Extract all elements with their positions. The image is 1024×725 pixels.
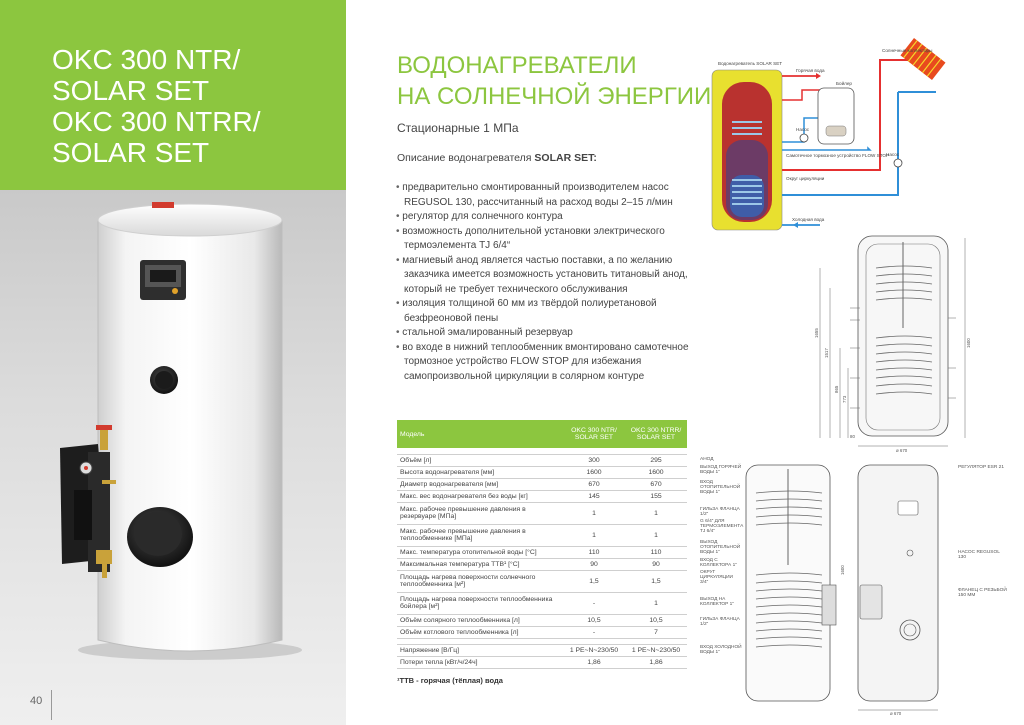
table-header-row [397, 420, 687, 448]
schema-boiler-label: Бойлер [836, 81, 852, 86]
feature-item: • возможность дополнительной установки электрического термоэлемента TJ 6/4“ [395, 225, 695, 254]
table-row [397, 490, 687, 502]
table-row [397, 466, 687, 478]
connection-label: ГИЛЬЗА ФЛАНЦА 1/2“ [700, 507, 740, 518]
schema-pump-right-label: Насос [886, 152, 900, 157]
table-row [397, 478, 687, 490]
connection-label: АНОД [700, 457, 714, 462]
table-cell-label: Площадь нагрева поверхности теплообменника бойлера [м²] [397, 592, 563, 614]
table-cell: 1 [563, 524, 625, 546]
table-cell-label: Объём солярного теплообменника [л] [397, 614, 563, 626]
table-cell-label: Макс. рабочее превышение давления в теплообменнике [МПа] [397, 524, 563, 546]
table-cell: 110 [563, 546, 625, 558]
table-cell: 10,5 [563, 614, 625, 626]
table-cell-label: Макс. температура отопительной воды [°C] [397, 546, 563, 558]
table-row [397, 502, 687, 524]
table-row [397, 524, 687, 546]
table-cell: 1600 [563, 466, 625, 478]
table-header-col2: OKC 300 NTRR/ SOLAR SET [625, 420, 687, 448]
model-title-line: OKC 300 NTRR/ [52, 106, 261, 137]
table-row [397, 626, 687, 638]
table-cell: 670 [625, 478, 687, 490]
table-cell: 1 [563, 502, 625, 524]
table-row [397, 558, 687, 570]
connection-label: ВХОД ОТОПИТЕЛЬНОЙ ВОДЫ 1“ [700, 480, 741, 496]
table-row [397, 656, 687, 668]
model-title-line: OKC 300 NTR/ [52, 44, 241, 75]
table-cell: 1,5 [563, 570, 625, 592]
dim-label: 773 [842, 395, 847, 403]
table-header-model: Модель [397, 420, 563, 448]
feature-item: • изоляция толщиной 60 мм из твёрдой полиуретановой безфреоновой пены [395, 297, 695, 326]
page-number: 40 [30, 695, 43, 707]
table-cell: 10,5 [625, 614, 687, 626]
table-cell-label: Напряжение [В/Гц] [397, 644, 563, 656]
table-cell: 145 [563, 490, 625, 502]
table-cell: 1 [625, 502, 687, 524]
schema-flow-stop-label: Самотечное тормозное устройство FLOW STOP [786, 153, 890, 158]
model-title-line: SOLAR SET [52, 137, 210, 168]
table-cell: 1 PE~N~230/50 [625, 644, 687, 656]
solar-system-schema [700, 30, 960, 240]
dim-label: 865 [834, 385, 839, 393]
schema-title: Водонагреватель SOLAR SET [718, 61, 783, 66]
table-cell-label: Высота водонагревателя [мм] [397, 466, 563, 478]
table-cell: 1600 [625, 466, 687, 478]
spec-table [397, 420, 687, 669]
table-cell-label: Потери тепла [кВт/ч/24ч] [397, 656, 563, 668]
table-row [397, 546, 687, 558]
connection-label: G 6/4“ ДЛЯ ТЕРМОЭЛЕМЕНТА TJ 6/4“ [700, 519, 744, 535]
technical-section-drawing [800, 228, 980, 454]
drawing-height-label: 1600 [840, 565, 845, 575]
dim-label: 80 [850, 434, 855, 439]
subheading: Стационарные 1 МПа [397, 121, 519, 135]
table-cell: 110 [625, 546, 687, 558]
dim-label: 1600 [966, 338, 971, 348]
connection-label: ГИЛЬЗА ФЛАНЦА 1/2“ [700, 617, 740, 628]
schema-circuit-label: Округ циркуляции [786, 176, 825, 181]
flange-label: ФЛАНЕЦ С РЕЗЬБОЙ 150 ММ [958, 588, 1007, 599]
table-cell: - [563, 592, 625, 614]
dim-label: 1655 [814, 328, 819, 338]
table-row [397, 644, 687, 656]
dim-label: ø 670 [896, 448, 908, 453]
description-intro [397, 152, 597, 164]
controller-label: РЕГУЛЯТОР ESR 21 [958, 465, 1005, 470]
feature-item: • стальной эмалированный резервуар [395, 326, 695, 341]
schema-pump-label: Насос [796, 127, 810, 132]
table-cell: 90 [625, 558, 687, 570]
connection-label: ВХОД С КОЛЛЕКТОРА 1“ [700, 558, 737, 569]
connection-label: ВЫХОД ГОРЯЧЕЙ ВОДЫ 1“ [700, 465, 742, 476]
description-intro-bold: SOLAR SET: [534, 152, 597, 164]
description-intro-text: Описание водонагревателя [397, 152, 535, 164]
table-cell: 300 [563, 454, 625, 466]
table-cell: 1 [625, 592, 687, 614]
feature-list [395, 181, 695, 384]
table-cell: 155 [625, 490, 687, 502]
table-header-col1: OKC 300 NTR/ SOLAR SET [563, 420, 625, 448]
schema-cold-water-label: Холодная вода [792, 217, 825, 222]
connection-label: ВХОД ХОЛОДНОЙ ВОДЫ 1“ [700, 645, 742, 656]
heading-line: НА СОЛНЕЧНОЙ ЭНЕРГИИ [397, 83, 712, 110]
table-cell-label: Диаметр водонагревателя [мм] [397, 478, 563, 490]
table-cell: 670 [563, 478, 625, 490]
table-row [397, 614, 687, 626]
heading-line: ВОДОНАГРЕВАТЕЛИ [397, 52, 637, 79]
model-title [52, 44, 332, 168]
table-row [397, 592, 687, 614]
schema-collectors-label: Солнечные коллекторы [882, 48, 933, 53]
page-heading [397, 50, 717, 112]
feature-item: • магниевый анод является частью поставки, а по желанию заказчика имеется возможность установить титановый анод, который не требует технического обслуживания [395, 254, 695, 298]
table-cell-label: Объём [л] [397, 454, 563, 466]
table-cell-label: Объём котлового теплообменника [л] [397, 626, 563, 638]
water-heater-photo [40, 190, 340, 690]
table-cell: 1 [625, 524, 687, 546]
connection-label: ВЫХОД НА КОЛЛЕКТОР 1“ [700, 597, 734, 608]
table-cell-label: Максимальная температура ТТВ¹ [°C] [397, 558, 563, 570]
external-view-drawing [740, 455, 940, 717]
table-cell-label: Площадь нагрева поверхности солнечного теплообменника [м²] [397, 570, 563, 592]
model-title-line: SOLAR SET [52, 75, 210, 106]
table-cell: 1 PE~N~230/50 [563, 644, 625, 656]
table-cell: 1,86 [563, 656, 625, 668]
feature-item: • предварительно смонтированный производителем насос REGUSOL 130, рассчитанный на расход воды 2–15 л/мин [395, 181, 695, 210]
dim-label: 1517 [824, 348, 829, 358]
table-cell: 1,86 [625, 656, 687, 668]
pump-label: НАСОС REGUSOL 130 [958, 550, 1000, 561]
left-page [0, 0, 346, 725]
table-cell: 295 [625, 454, 687, 466]
schema-hot-water-label: Горячая вода [796, 68, 825, 73]
page-divider [51, 690, 52, 720]
table-footnote: ¹ТТВ - горячая (тёплая) вода [397, 676, 503, 685]
connection-label: ОКРУГ ЦИРКУЛЯЦИИ 3/4“ [700, 570, 733, 586]
table-cell-label: Макс. рабочее превышение давления в резервуаре [МПа] [397, 502, 563, 524]
table-cell-label: Макс. вес водонагревателя без воды [кг] [397, 490, 563, 502]
drawing-width-label: ø 670 [890, 711, 902, 716]
table-row [397, 454, 687, 466]
connection-label: ВЫХОД ОТОПИТЕЛЬНОЙ ВОДЫ 1“ [700, 540, 741, 556]
table-row [397, 570, 687, 592]
table-cell: 7 [625, 626, 687, 638]
table-cell: 90 [563, 558, 625, 570]
feature-item: • регулятор для солнечного контура [395, 210, 695, 225]
table-cell: 1,5 [625, 570, 687, 592]
feature-item: • во входе в нижний теплообменник вмонтировано самотечное тормозное устройство FLOW STOP для избежания самопроизвольной циркуляции в солярном контуре [395, 341, 695, 385]
table-cell: - [563, 626, 625, 638]
